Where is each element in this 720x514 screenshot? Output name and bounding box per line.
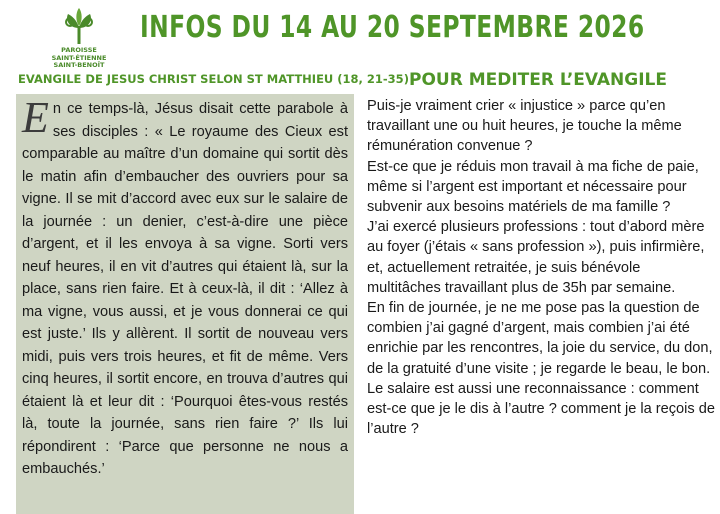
logo-line-3: SAINT-BENOÎT xyxy=(53,61,105,69)
meditation-paragraph-1: Puis-je vraiment crier « injustice » parce qu’en travaillant une ou huit heures, je touche la même rémunération convenue ? xyxy=(367,98,682,155)
page-title: INFOS DU 14 AU 20 SEPTEMBRE 2026 xyxy=(140,10,645,45)
gospel-drop-cap: E xyxy=(22,94,49,142)
logo-line-2: SAINT-ÉTIENNE xyxy=(51,53,107,62)
plant-leaf-icon xyxy=(59,6,99,46)
meditation-paragraph-4: En fin de journée, je ne me pose pas la question de combien j’ai gagné d’argent, mais combien j’ai été enrichie par les rencontres, la joie du service, du don, de la gratuité d’une visite ; je regarde le beau, le bon. xyxy=(367,300,713,377)
gospel-box xyxy=(16,94,354,514)
parish-logo xyxy=(48,6,110,70)
meditation-paragraph-2: Est-ce que je réduis mon travail à ma fiche de paie, même si l’argent est important et nécessaire pour subvenir aux besoins matériels de ma famille ? xyxy=(367,158,699,216)
logo-line-1: PAROISSE xyxy=(61,46,97,54)
meditation-paragraph-5: Le salaire est aussi une reconnaissance : comment est-ce que je le dis à l’autre ? comment je la reçois de l’autre ? xyxy=(367,380,715,438)
gospel-text xyxy=(22,94,348,481)
gospel-body: n ce temps-là, Jésus disait cette parabole à ses disciples : « Le royaume des Cieux est comparable au maître d’un domaine qui sortit dès le matin afin d’embaucher des ouvriers pour sa vigne. Il se mit d’accord avec eux sur le salaire de la journée : un denier, c’est-à-dire une pièce d’argent, et il les envoya à sa vigne. Sorti vers neuf heures, il en vit d’autres qui étaient là, sur la place, sans rien faire. Et à ceux-là, il dit : ‘Allez à ma vigne, vous aussi, et je vous donnerai ce qui est juste.’ Ils y allèrent. Il sortit de nouveau vers midi, puis vers trois heures, et fit de même. Vers cinq heures, il sortit encore, en trouva d’autres qui étaient là et leur dit : ‘Pourquoi êtes-vous restés là, toute la journée, sans rien faire ?’ Ils lui répondirent : ‘Parce que personne ne nous a embauchés.’ xyxy=(22,101,348,477)
meditation-paragraph-3: J’ai exercé plusieurs professions : tout d’abord mère au foyer (j’étais « sans profession »), puis infirmière, et, actuellement retraitée, je suis bénévole multitâches travaillant plus de 35h par semaine. xyxy=(367,219,705,296)
gospel-heading: EVANGILE DE JESUS CHRIST SELON ST MATTHIEU (18, 21-35) xyxy=(18,72,409,86)
meditation-heading: POUR MEDITER L’EVANGILE xyxy=(408,70,667,90)
meditation-body xyxy=(367,96,715,439)
